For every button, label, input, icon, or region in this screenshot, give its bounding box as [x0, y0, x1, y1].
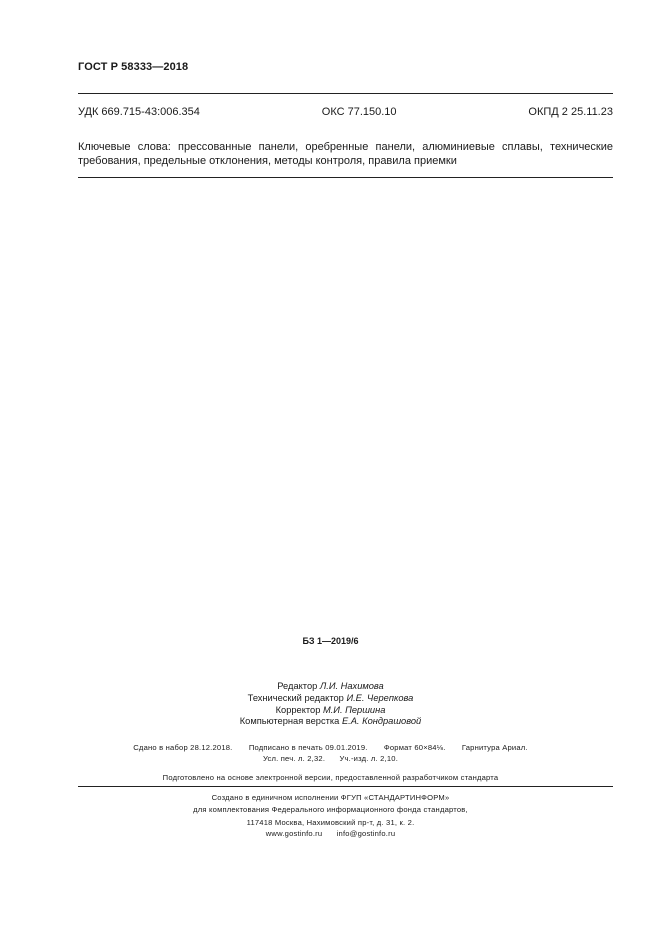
credit-role: Компьютерная верстка — [239, 716, 340, 727]
bz-number: БЗ 1—2019/6 — [302, 636, 359, 646]
credit-tech-editor — [0, 693, 661, 705]
standard-id: ГОСТ Р 58333—2018 — [78, 61, 189, 73]
prepared-note: Подготовлено на основе электронной версии, предоставленной разработчиком стандарта — [162, 773, 499, 782]
created-line-2: для комплектования Федерального информационного фонда стандартов, — [193, 805, 468, 814]
website-link[interactable]: www.gostinfo.ru — [265, 829, 323, 838]
typeface: Гарнитура Ариал. — [461, 743, 528, 752]
credit-editor — [0, 681, 661, 693]
credit-name: Л.И. Нахимова — [319, 681, 384, 691]
email-link[interactable]: info@gostinfo.ru — [336, 829, 396, 838]
classification-codes — [78, 106, 613, 118]
oks-code: ОКС 77.150.10 — [321, 106, 397, 118]
signed-date: Подписано в печать 09.01.2019. — [248, 743, 368, 752]
footer-divider — [78, 786, 613, 787]
credit-layout — [0, 716, 661, 728]
address-block — [0, 817, 661, 839]
udk-code: УДК 669.715-43:006.354 — [78, 106, 200, 118]
credit-name: И.Е. Черепкова — [346, 692, 414, 703]
credit-name: М.И. Першина — [322, 704, 386, 715]
credits-block — [0, 681, 661, 728]
pub-sheets: Уч.-изд. л. 2,10. — [339, 754, 399, 763]
credit-role: Редактор — [277, 681, 318, 691]
okpd-code: ОКПД 2 25.11.23 — [528, 106, 613, 118]
typeset-date: Сдано в набор 28.12.2018. — [133, 743, 233, 752]
keywords-divider — [78, 177, 613, 178]
created-note — [0, 792, 661, 816]
header-divider — [78, 93, 613, 94]
publication-info — [0, 742, 661, 764]
credit-name: Е.А. Кондрашовой — [341, 716, 422, 727]
credit-role: Корректор — [275, 704, 321, 715]
print-sheets: Усл. печ. л. 2,32. — [262, 754, 326, 763]
credit-role: Технический редактор — [247, 692, 344, 703]
postal-address: 117418 Москва, Нахимовский пр-т, д. 31, к. 2. — [246, 818, 415, 827]
credit-proofreader — [0, 705, 661, 717]
created-line-1: Создано в единичном исполнении ФГУП «СТАНДАРТИНФОРМ» — [211, 793, 450, 802]
keywords-paragraph: Ключевые слова: прессованные панели, оребренные панели, алюминиевые сплавы, технические требования, предельные отклонения, методы контроля, правила приемки — [78, 141, 613, 167]
format: Формат 60×84⅛. — [383, 743, 446, 752]
